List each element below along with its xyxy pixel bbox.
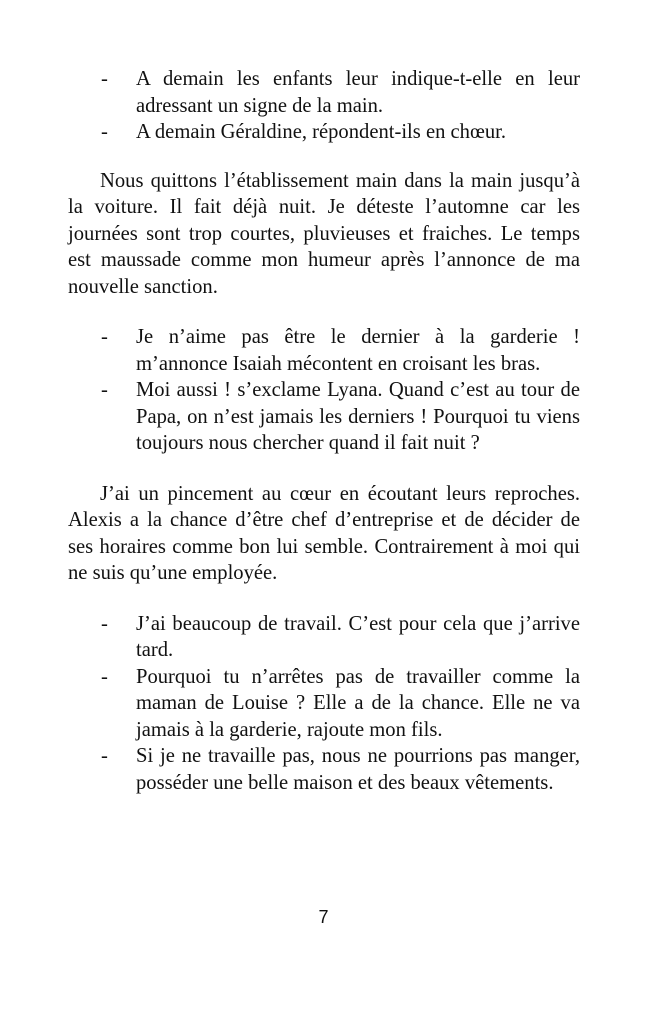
dialogue-text: Je n’aime pas être le dernier à la garderie ! m’annonce Isaiah mécontent en croisant les bras. xyxy=(136,326,580,375)
narrative-paragraph-2: J’ai un pincement au cœur en écoutant leurs reproches. Alexis a la chance d’être chef d’entreprise et de décider de ses horaires comme bon lui semble. Contrairement à moi qui ne suis qu’une employée. xyxy=(68,482,580,584)
dialogue-text: Pourquoi tu n’arrêtes pas de travailler comme la maman de Louise ? Elle a de la chance. Elle ne va jamais à la garderie, rajoute mon fils. xyxy=(136,665,580,741)
dialogue-text: A demain les enfants leur indique-t-elle en leur adressant un signe de la main. xyxy=(136,68,580,117)
dialogue-text: Si je ne travaille pas, nous ne pourrions pas manger, posséder une belle maison et des beaux vêtements. xyxy=(136,745,580,794)
spacer xyxy=(68,587,580,611)
dialogue-dash: - xyxy=(101,665,108,688)
dialogue-line xyxy=(68,611,580,664)
dialogue-line xyxy=(68,743,580,796)
dialogue-line xyxy=(68,324,580,377)
dialogue-dash: - xyxy=(101,612,108,635)
dialogue-block-3 xyxy=(68,611,580,797)
spacer xyxy=(68,300,580,324)
page-number: 7 xyxy=(318,907,329,927)
dialogue-dash: - xyxy=(101,68,108,90)
dialogue-line xyxy=(68,119,580,146)
book-page-body xyxy=(68,66,580,796)
spacer xyxy=(68,146,580,168)
dialogue-dash: - xyxy=(101,745,108,767)
dialogue-text: Moi aussi ! s’exclame Lyana. Quand c’est au tour de Papa, on n’est jamais les derniers ! Pourquoi tu viens toujours nous chercher quand il fait nuit ? xyxy=(136,379,580,454)
dialogue-line xyxy=(68,377,580,457)
dialogue-dash: - xyxy=(101,379,108,401)
dialogue-line xyxy=(68,66,580,119)
spacer xyxy=(68,457,580,481)
dialogue-block-2 xyxy=(68,324,580,457)
dialogue-block-1 xyxy=(68,66,580,146)
dialogue-dash: - xyxy=(101,326,108,348)
dialogue-text: J’ai beaucoup de travail. C’est pour cela que j’arrive tard. xyxy=(136,612,580,661)
dialogue-dash: - xyxy=(101,121,108,143)
dialogue-text: A demain Géraldine, répondent-ils en chœur. xyxy=(136,121,507,143)
dialogue-line xyxy=(68,664,580,744)
narrative-paragraph-1: Nous quittons l’établissement main dans la main jusqu’à la voiture. Il fait déjà nuit. Je déteste l’automne car les journées sont trop courtes, pluvieuses et fraiches. Le temps est maussade comme mon humeur après l’annonce de ma nouvelle sanction. xyxy=(68,169,580,298)
